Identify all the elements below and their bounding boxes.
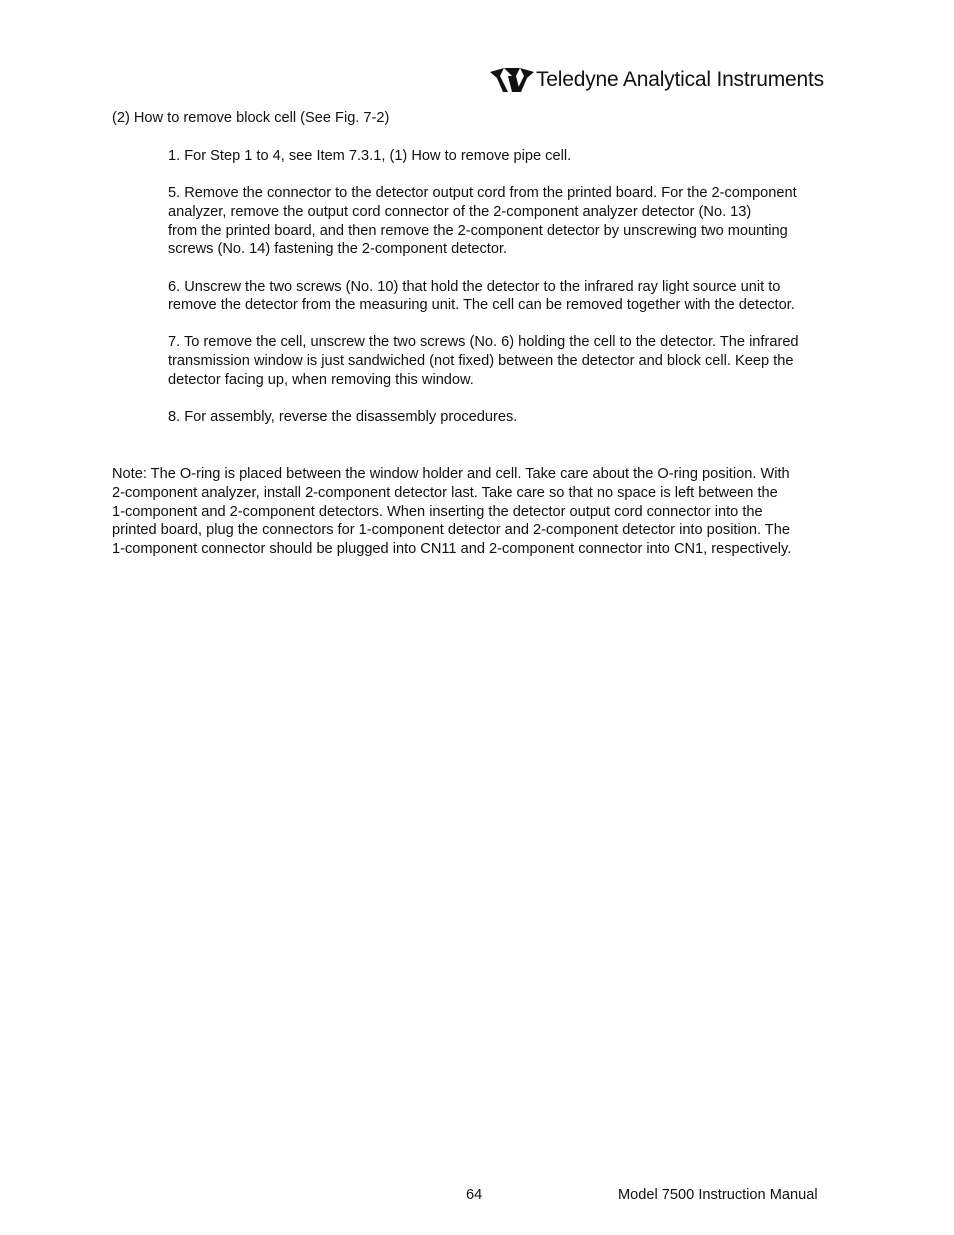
brand-name: Teledyne Analytical Instruments: [536, 68, 824, 91]
step-8: 8. For assembly, reverse the disassembly procedures.: [168, 409, 518, 426]
step-7: 7. To remove the cell, unscrew the two screws (No. 6) holding the cell to the detector. The infrared transmission window is just sandwiched (not fixed) between the detector and block cell. Keep the detector facing up, when removing this window.: [168, 334, 799, 389]
note-paragraph: Note: The O-ring is placed between the window holder and cell. Take care about the O-ring position. With 2-component analyzer, install 2-component detector last. Take care so that no space is left between the 1-component and 2-component detectors. When inserting the detector output cord connector into the printed board, plug the connectors for 1-component detector and 2-component detector into position. The 1-component connector should be plugged into CN11 and 2-component connector into CN1, respectively.: [112, 466, 792, 558]
procedure-steps: [168, 147, 848, 445]
step-5: 5. Remove the connector to the detector output cord from the printed board. For the 2-component analyzer, remove the output cord connector of the 2-component analyzer detector (No. 13) from the printed board, and then remove the 2-component detector by unscrewing two mounting screws (No. 14) fastening the 2-component detector.: [168, 185, 797, 258]
section-title: (2) How to remove block cell (See Fig. 7-2): [112, 110, 390, 126]
page-number: 64: [466, 1187, 483, 1203]
page-header: [490, 64, 824, 96]
step-1: 1. For Step 1 to 4, see Item 7.3.1, (1) How to remove pipe cell.: [168, 148, 572, 164]
manual-title: Model 7500 Instruction Manual: [618, 1187, 818, 1203]
step-6: 6. Unscrew the two screws (No. 10) that hold the detector to the infrared ray light source unit to remove the detector from the measuring unit. The cell can be removed together with the detector.: [168, 278, 795, 314]
teledyne-logo-icon: [490, 66, 534, 94]
